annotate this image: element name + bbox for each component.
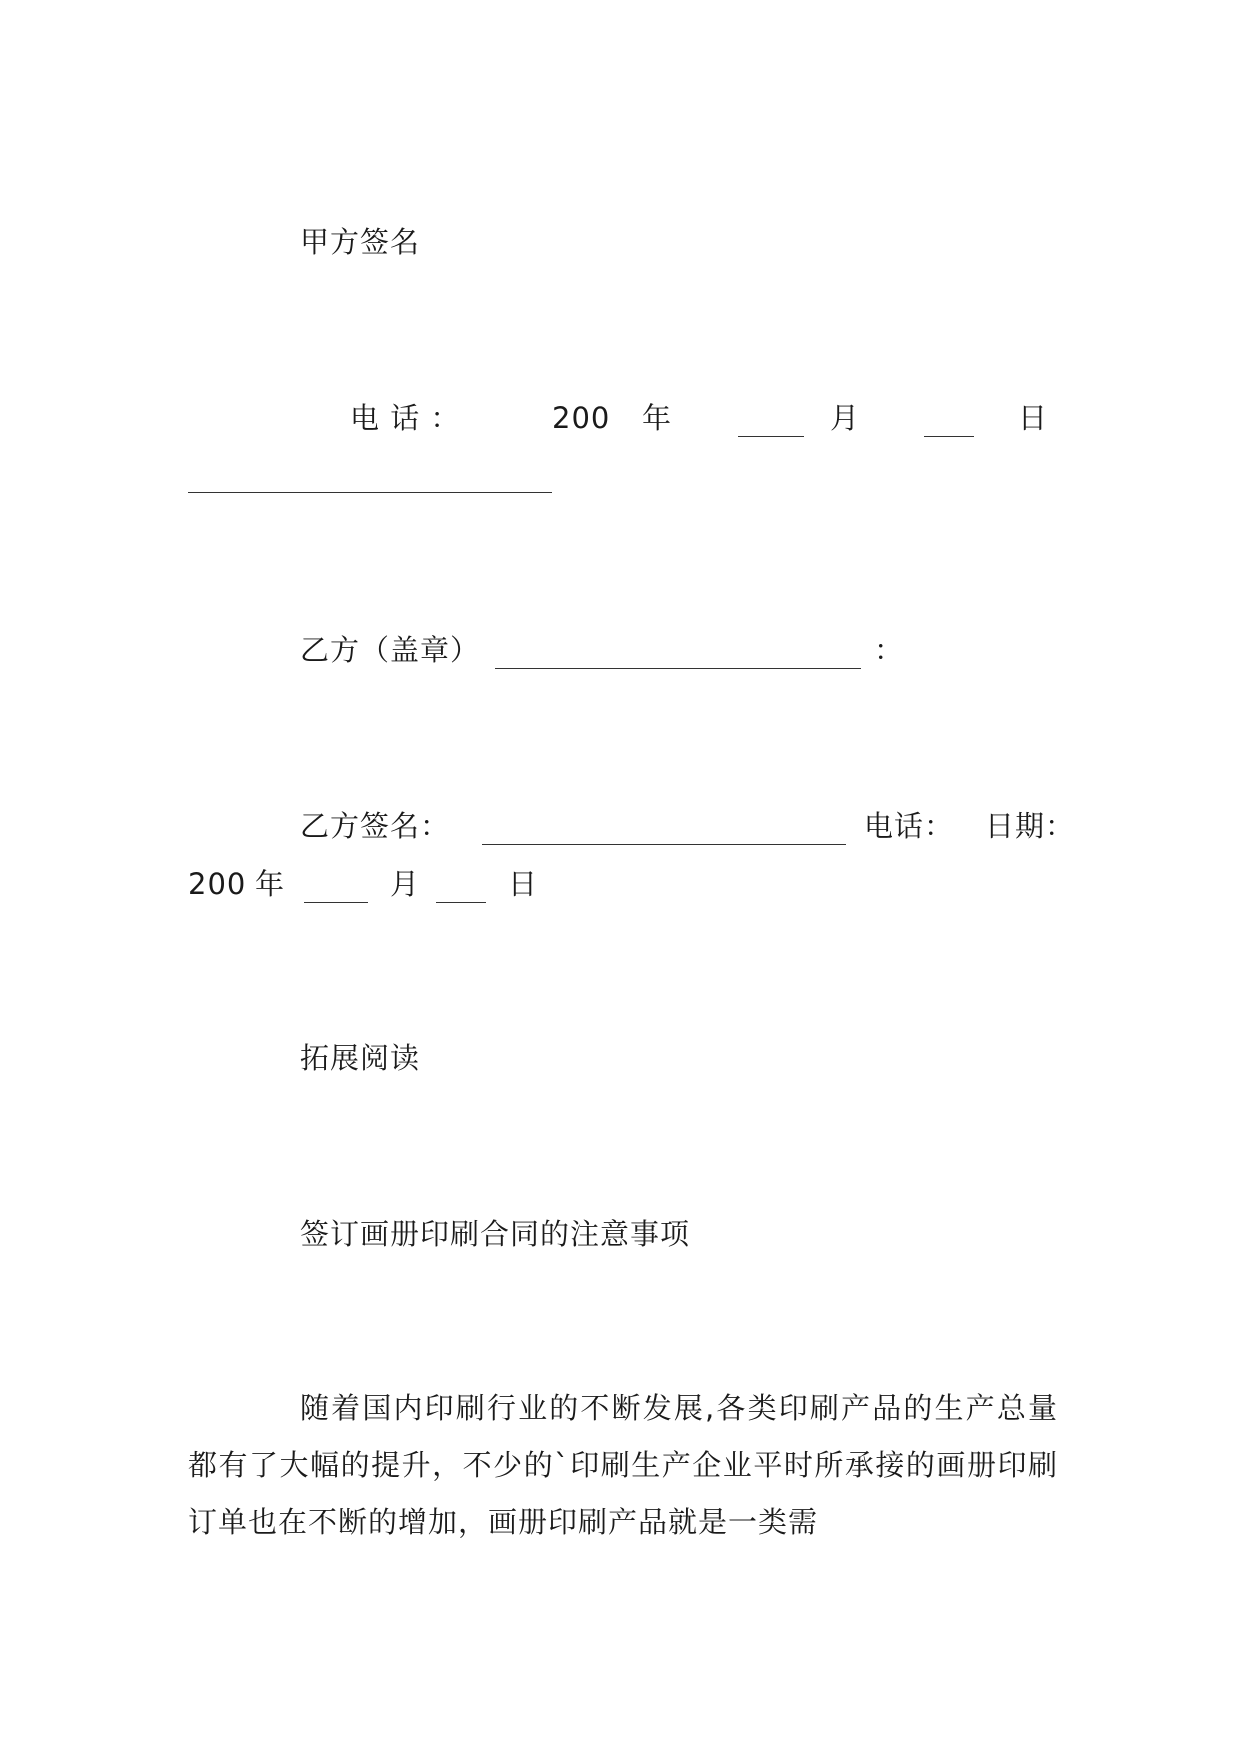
party-a-signature-label: 甲方签名 [300, 225, 421, 259]
party-a-phone-blank[interactable] [188, 470, 552, 493]
extended-reading-body: 随着国内印刷行业的不断发展,各类印刷产品的生产总量都有了大幅的提升，不少的`印刷生产企业平时所承接的画册印刷订单也在不断的增加，画册印刷产品就是一类需 [188, 1391, 1058, 1539]
party-b-day-blank[interactable] [436, 880, 486, 903]
party-a-month-unit: 月 [830, 401, 861, 435]
party-b-seal-label: 乙方（盖章） [300, 633, 481, 667]
party-a-month-blank[interactable] [738, 414, 804, 437]
party-b-seal-blank[interactable] [495, 646, 861, 669]
extended-reading-title: 签订画册印刷合同的注意事项 [300, 1217, 691, 1251]
party-a-year-unit: 年 [642, 401, 673, 435]
party-b-date-label: 日期： [985, 809, 1076, 843]
party-b-signature-label: 乙方签名： [300, 809, 451, 843]
party-b-signature-blank[interactable] [482, 822, 846, 845]
party-b-year-prefix: 200 [188, 867, 247, 901]
party-b-day-unit: 日 [508, 867, 539, 901]
party-b-month-blank[interactable] [304, 880, 368, 903]
party-b-phone-label: 电话： [864, 809, 955, 843]
party-a-phone-label: 电 话 ： [350, 401, 461, 435]
extended-reading-heading: 拓展阅读 [300, 1041, 421, 1075]
party-b-seal-colon: ： [874, 633, 905, 667]
party-b-month-unit: 月 [390, 867, 421, 901]
party-a-day-unit: 日 [1018, 401, 1049, 435]
party-a-year-prefix: 200 [552, 401, 611, 435]
party-b-year-unit: 年 [255, 867, 286, 901]
party-a-day-blank[interactable] [924, 414, 974, 437]
